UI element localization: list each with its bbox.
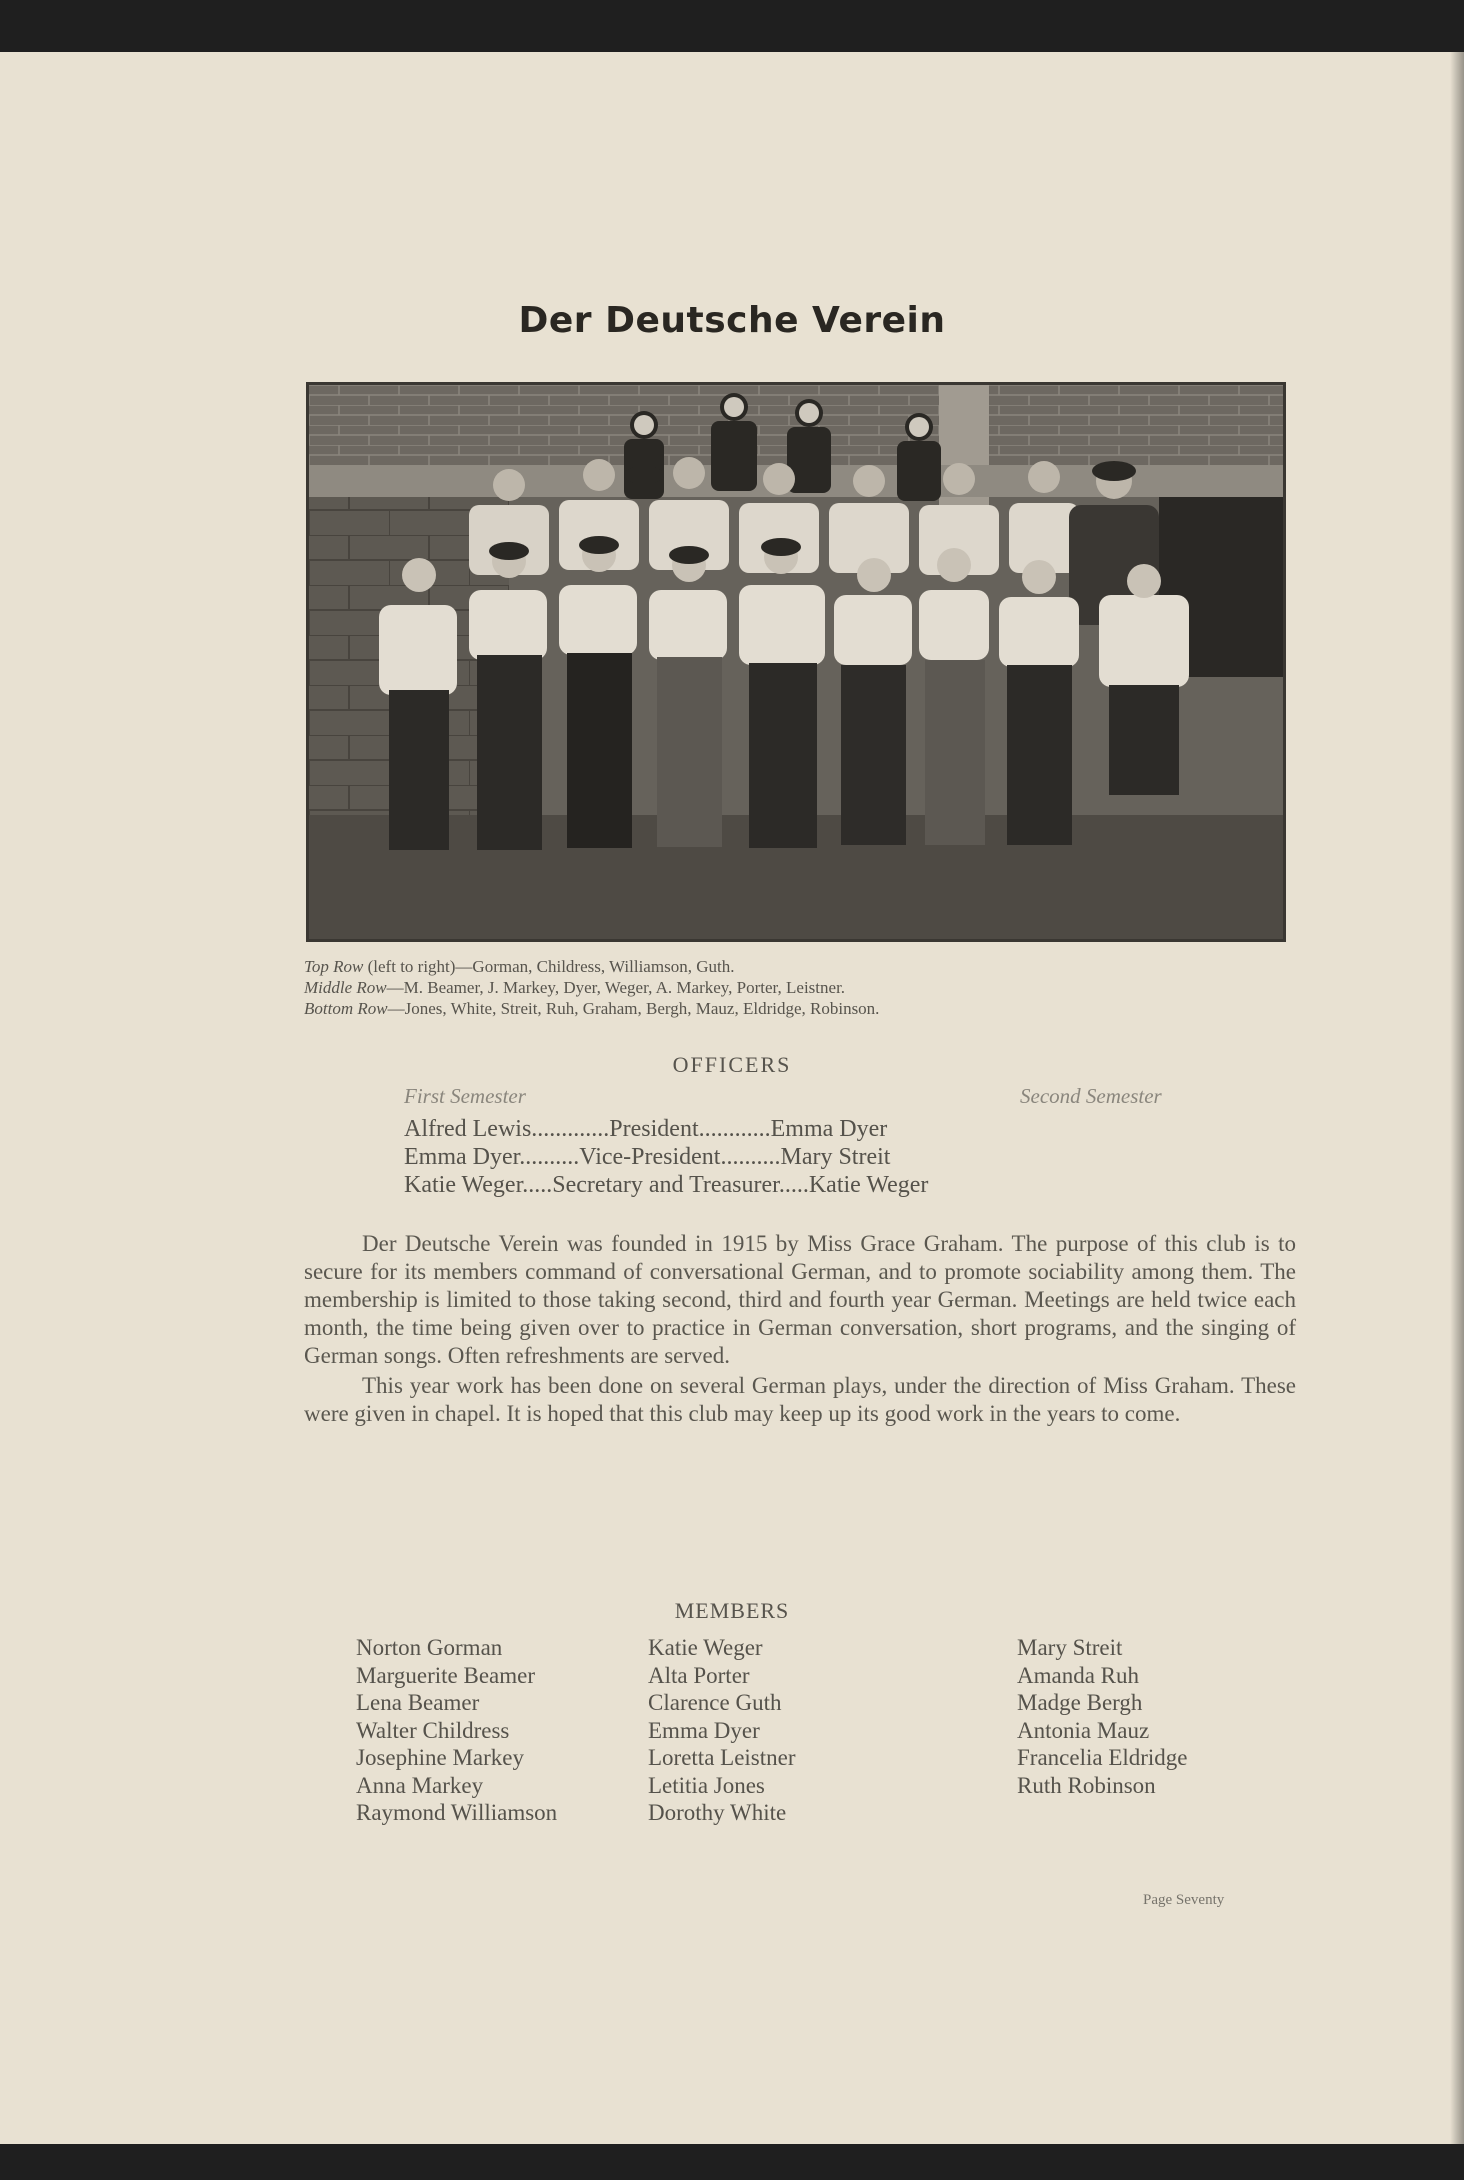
- caption-middle-row: [304, 977, 1264, 998]
- member-name: Mary Streit: [1017, 1635, 1123, 1660]
- member-name: Francelia Eldridge: [1017, 1745, 1188, 1770]
- page-title: Der Deutsche Verein: [518, 300, 946, 341]
- caption-middle-label: Middle Row: [304, 978, 387, 997]
- member-name: Josephine Markey: [356, 1745, 524, 1770]
- photo-caption: [304, 956, 1264, 1019]
- member-name: Marguerite Beamer: [356, 1662, 536, 1688]
- caption-bottom-row: [304, 998, 1264, 1019]
- members-heading: MEMBERS: [674, 1598, 790, 1623]
- member-name: Dorothy White: [648, 1800, 787, 1825]
- group-photo-image: [309, 385, 1283, 939]
- yearbook-page: [0, 52, 1464, 2144]
- members-column-1: [356, 1634, 557, 1827]
- officer-row-secretary-treasurer: Katie Weger.....Secretary and Treasurer.....Katie Weger: [404, 1172, 929, 1198]
- caption-top-row: [304, 956, 1264, 977]
- member-name: Clarence Guth: [648, 1690, 782, 1715]
- paragraph-plays: This year work has been done on several German plays, under the direction of Miss Graham. These were given in chapel. It is hoped that this club may keep up its good work in the years to come.: [304, 1373, 1296, 1426]
- caption-top-text: (left to right)—Gorman, Childress, Williamson, Guth.: [363, 957, 735, 976]
- member-name: Madge Bergh: [1017, 1690, 1143, 1715]
- group-photo: [306, 382, 1286, 942]
- member-name: Loretta Leistner: [648, 1745, 796, 1770]
- member-name: Katie Weger: [648, 1635, 763, 1660]
- member-name: Antonia Mauz: [1017, 1717, 1150, 1743]
- members-column-2: [648, 1634, 796, 1827]
- member-name: Lena Beamer: [356, 1690, 480, 1715]
- second-semester-label: Second Semester: [1020, 1084, 1162, 1108]
- member-name: Anna Markey: [356, 1772, 484, 1798]
- member-name: Letitia Jones: [648, 1772, 765, 1798]
- member-name: Ruth Robinson: [1017, 1772, 1156, 1798]
- member-name: Alta Porter: [648, 1662, 750, 1688]
- officers-heading: OFFICERS: [672, 1052, 792, 1077]
- member-name: Walter Childress: [356, 1717, 510, 1743]
- member-name: Norton Gorman: [356, 1635, 503, 1660]
- members-column-3: [1017, 1634, 1188, 1799]
- caption-bottom-label: Bottom Row: [304, 999, 388, 1018]
- page-number: Page Seventy: [1143, 1892, 1225, 1908]
- officer-row-vice-president: Emma Dyer..........Vice-President..........Mary Streit: [404, 1144, 891, 1170]
- member-name: Raymond Williamson: [356, 1800, 558, 1825]
- caption-top-label: Top Row: [304, 957, 364, 976]
- member-name: Emma Dyer: [648, 1717, 760, 1743]
- officer-row-president: Alfred Lewis.............President............Emma Dyer: [404, 1116, 888, 1142]
- caption-middle-text: —M. Beamer, J. Markey, Dyer, Weger, A. Markey, Porter, Leistner.: [386, 978, 846, 997]
- paragraph-founding: Der Deutsche Verein was founded in 1915 by Miss Grace Graham. The purpose of this club is to secure for its members command of conversational German, and to promote sociability among them. The membership is limited to those taking second, third and fourth year German. Meetings are held twice each month, the time being given over to practice in German conversation, short programs, and the singing of German songs. Often refreshments are served.: [304, 1231, 1296, 1368]
- caption-bottom-text: —Jones, White, Streit, Ruh, Graham, Bergh, Mauz, Eldridge, Robinson.: [387, 999, 880, 1018]
- description-text: [304, 1230, 1296, 1428]
- first-semester-label: First Semester: [404, 1084, 526, 1108]
- member-name: Amanda Ruh: [1017, 1662, 1140, 1688]
